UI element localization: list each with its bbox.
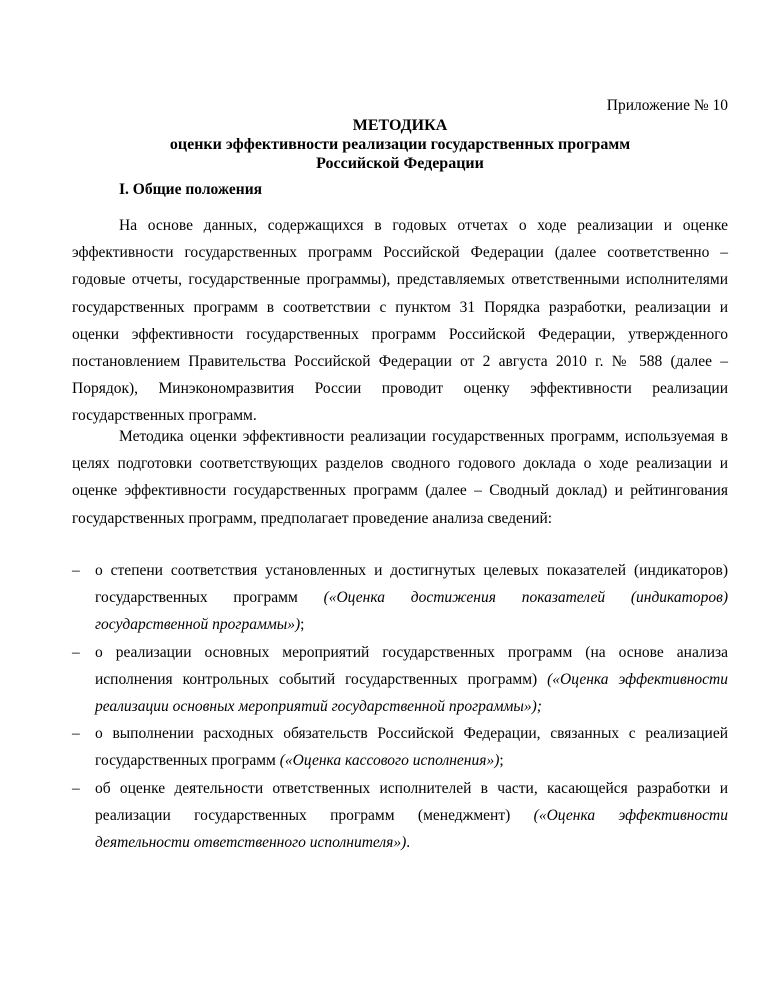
list-item-italic: («Оценка достижения показателей (индикаторов) государственной программы»): [95, 589, 728, 634]
paragraph-1: [72, 212, 728, 430]
list-item-text: о степени соответствия установленных и достигнутых целевых показателей (индикаторов) государственных программ: [95, 562, 728, 607]
list-item-italic: («Оценка кассового исполнения»): [279, 752, 500, 770]
criteria-list: [72, 557, 728, 856]
annex-label: Приложение № 10: [606, 97, 728, 114]
paragraph-1-text: На основе данных, содержащихся в годовых отчетах о ходе реализации и оценке эффективности государственных программ Российской Федерации (далее соответственно – годовые отчеты, государственные программы), представляемых ответственными исполнителями государственных программ в соответствии с пунктом 31 Порядка разработки, реализации и оценки эффективности государственных программ Российской Федерации, утвержденного постановлением Правительства Российской Федерации от 2 августа 2010 г. № 588 (далее – Порядок), Минэкономразвития России проводит оценку эффективности реализации государственных программ.: [72, 217, 728, 425]
title-line-1: МЕТОДИКА: [352, 117, 448, 134]
list-dash: –: [72, 562, 80, 579]
document-title: [72, 116, 728, 173]
list-dash: –: [72, 779, 80, 797]
list-item-italic: («Оценка эффективности деятельности ответственного исполнителя»): [95, 806, 728, 852]
title-line-3: Российской Федерации: [316, 155, 484, 172]
list-item-text: об оценке деятельности ответственных исполнителей в части, касающейся разработки и реализации государственных программ (менеджмент): [95, 779, 728, 824]
list-item: [72, 557, 728, 639]
list-item-italic: («Оценка эффективности реализации основных мероприятий государственной программы»);: [95, 670, 728, 716]
list-item: [72, 720, 728, 774]
list-item-text: о выполнении расходных обязательств Российской Федерации, связанных с реализацией государственных программ: [95, 725, 728, 770]
list-item-tail: .: [406, 834, 411, 852]
paragraph-2: [72, 423, 728, 532]
list-item: [72, 775, 728, 857]
list-item-text: о реализации основных мероприятий государственных программ (на основе анализа исполнения контрольных событий государственных программ): [95, 643, 728, 688]
title-line-2: оценки эффективности реализации государственных программ: [169, 136, 631, 153]
paragraph-2-text: Методика оценки эффективности реализации государственных программ, используемая в целях подготовки соответствующих разделов сводного годового доклада о ходе реализации и оценке эффективности государственных программ (далее – Сводный доклад) и рейтингования государственных программ, предполагает проведение анализа сведений:: [72, 428, 728, 527]
list-dash: –: [72, 725, 80, 743]
section-heading: I. Общие положения: [119, 181, 263, 198]
list-item: [72, 639, 728, 721]
list-dash: –: [72, 643, 80, 661]
list-item-tail: ;: [300, 616, 305, 634]
list-item-tail: ;: [499, 752, 504, 770]
